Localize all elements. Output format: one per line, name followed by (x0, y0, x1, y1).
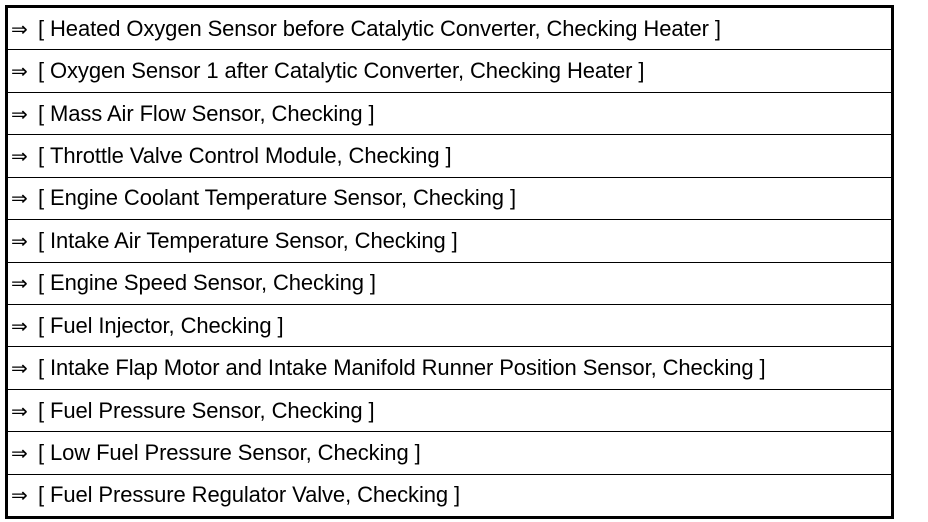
reference-label: Engine Coolant Temperature Sensor, Checking (50, 185, 504, 211)
reference-row[interactable] (8, 304, 891, 346)
open-bracket: [ (38, 270, 45, 296)
open-bracket: [ (38, 227, 45, 253)
reference-row[interactable] (8, 219, 891, 261)
reference-row[interactable] (8, 177, 891, 219)
open-bracket: [ (38, 142, 45, 168)
close-bracket: ] (445, 142, 452, 168)
open-bracket: [ (38, 58, 45, 84)
reference-label: Fuel Injector, Checking (50, 312, 272, 338)
double-arrow-icon: ⇒ (11, 16, 28, 41)
double-arrow-icon: ⇒ (11, 228, 28, 253)
close-bracket: ] (414, 439, 421, 465)
open-bracket: [ (38, 397, 45, 423)
double-arrow-icon: ⇒ (11, 483, 28, 508)
close-bracket: ] (368, 100, 375, 126)
close-bracket: ] (277, 312, 284, 338)
double-arrow-icon: ⇒ (11, 398, 28, 423)
reference-row[interactable] (8, 262, 891, 304)
open-bracket: [ (38, 355, 45, 381)
reference-label: Throttle Valve Control Module, Checking (50, 142, 440, 168)
reference-label: Mass Air Flow Sensor, Checking (50, 100, 363, 126)
close-bracket: ] (451, 227, 458, 253)
open-bracket: [ (38, 185, 45, 211)
double-arrow-icon: ⇒ (11, 440, 28, 465)
double-arrow-icon: ⇒ (11, 143, 28, 168)
reference-row[interactable] (8, 474, 891, 516)
double-arrow-icon: ⇒ (11, 313, 28, 338)
close-bracket: ] (509, 185, 516, 211)
reference-label: Low Fuel Pressure Sensor, Checking (50, 439, 409, 465)
open-bracket: [ (38, 482, 45, 508)
reference-label: Intake Air Temperature Sensor, Checking (50, 227, 446, 253)
double-arrow-icon: ⇒ (11, 271, 28, 296)
reference-label: Heated Oxygen Sensor before Catalytic Converter, Checking Heater (50, 15, 709, 41)
reference-row[interactable] (8, 92, 891, 134)
reference-label: Intake Flap Motor and Intake Manifold Runner Position Sensor, Checking (50, 355, 754, 381)
reference-label: Engine Speed Sensor, Checking (50, 270, 364, 296)
close-bracket: ] (454, 482, 461, 508)
double-arrow-icon: ⇒ (11, 101, 28, 126)
close-bracket: ] (638, 58, 645, 84)
reference-label: Oxygen Sensor 1 after Catalytic Converter, Checking Heater (50, 58, 633, 84)
reference-row[interactable] (8, 8, 891, 49)
open-bracket: [ (38, 439, 45, 465)
double-arrow-icon: ⇒ (11, 59, 28, 84)
reference-row[interactable] (8, 431, 891, 473)
close-bracket: ] (369, 270, 376, 296)
reference-row[interactable] (8, 134, 891, 176)
close-bracket: ] (714, 15, 721, 41)
close-bracket: ] (368, 397, 375, 423)
reference-row[interactable] (8, 389, 891, 431)
close-bracket: ] (759, 355, 766, 381)
reference-label: Fuel Pressure Regulator Valve, Checking (50, 482, 449, 508)
open-bracket: [ (38, 100, 45, 126)
double-arrow-icon: ⇒ (11, 356, 28, 381)
double-arrow-icon: ⇒ (11, 186, 28, 211)
open-bracket: [ (38, 15, 45, 41)
reference-row[interactable] (8, 49, 891, 91)
reference-row[interactable] (8, 346, 891, 388)
reference-label: Fuel Pressure Sensor, Checking (50, 397, 363, 423)
open-bracket: [ (38, 312, 45, 338)
reference-table (5, 5, 894, 519)
